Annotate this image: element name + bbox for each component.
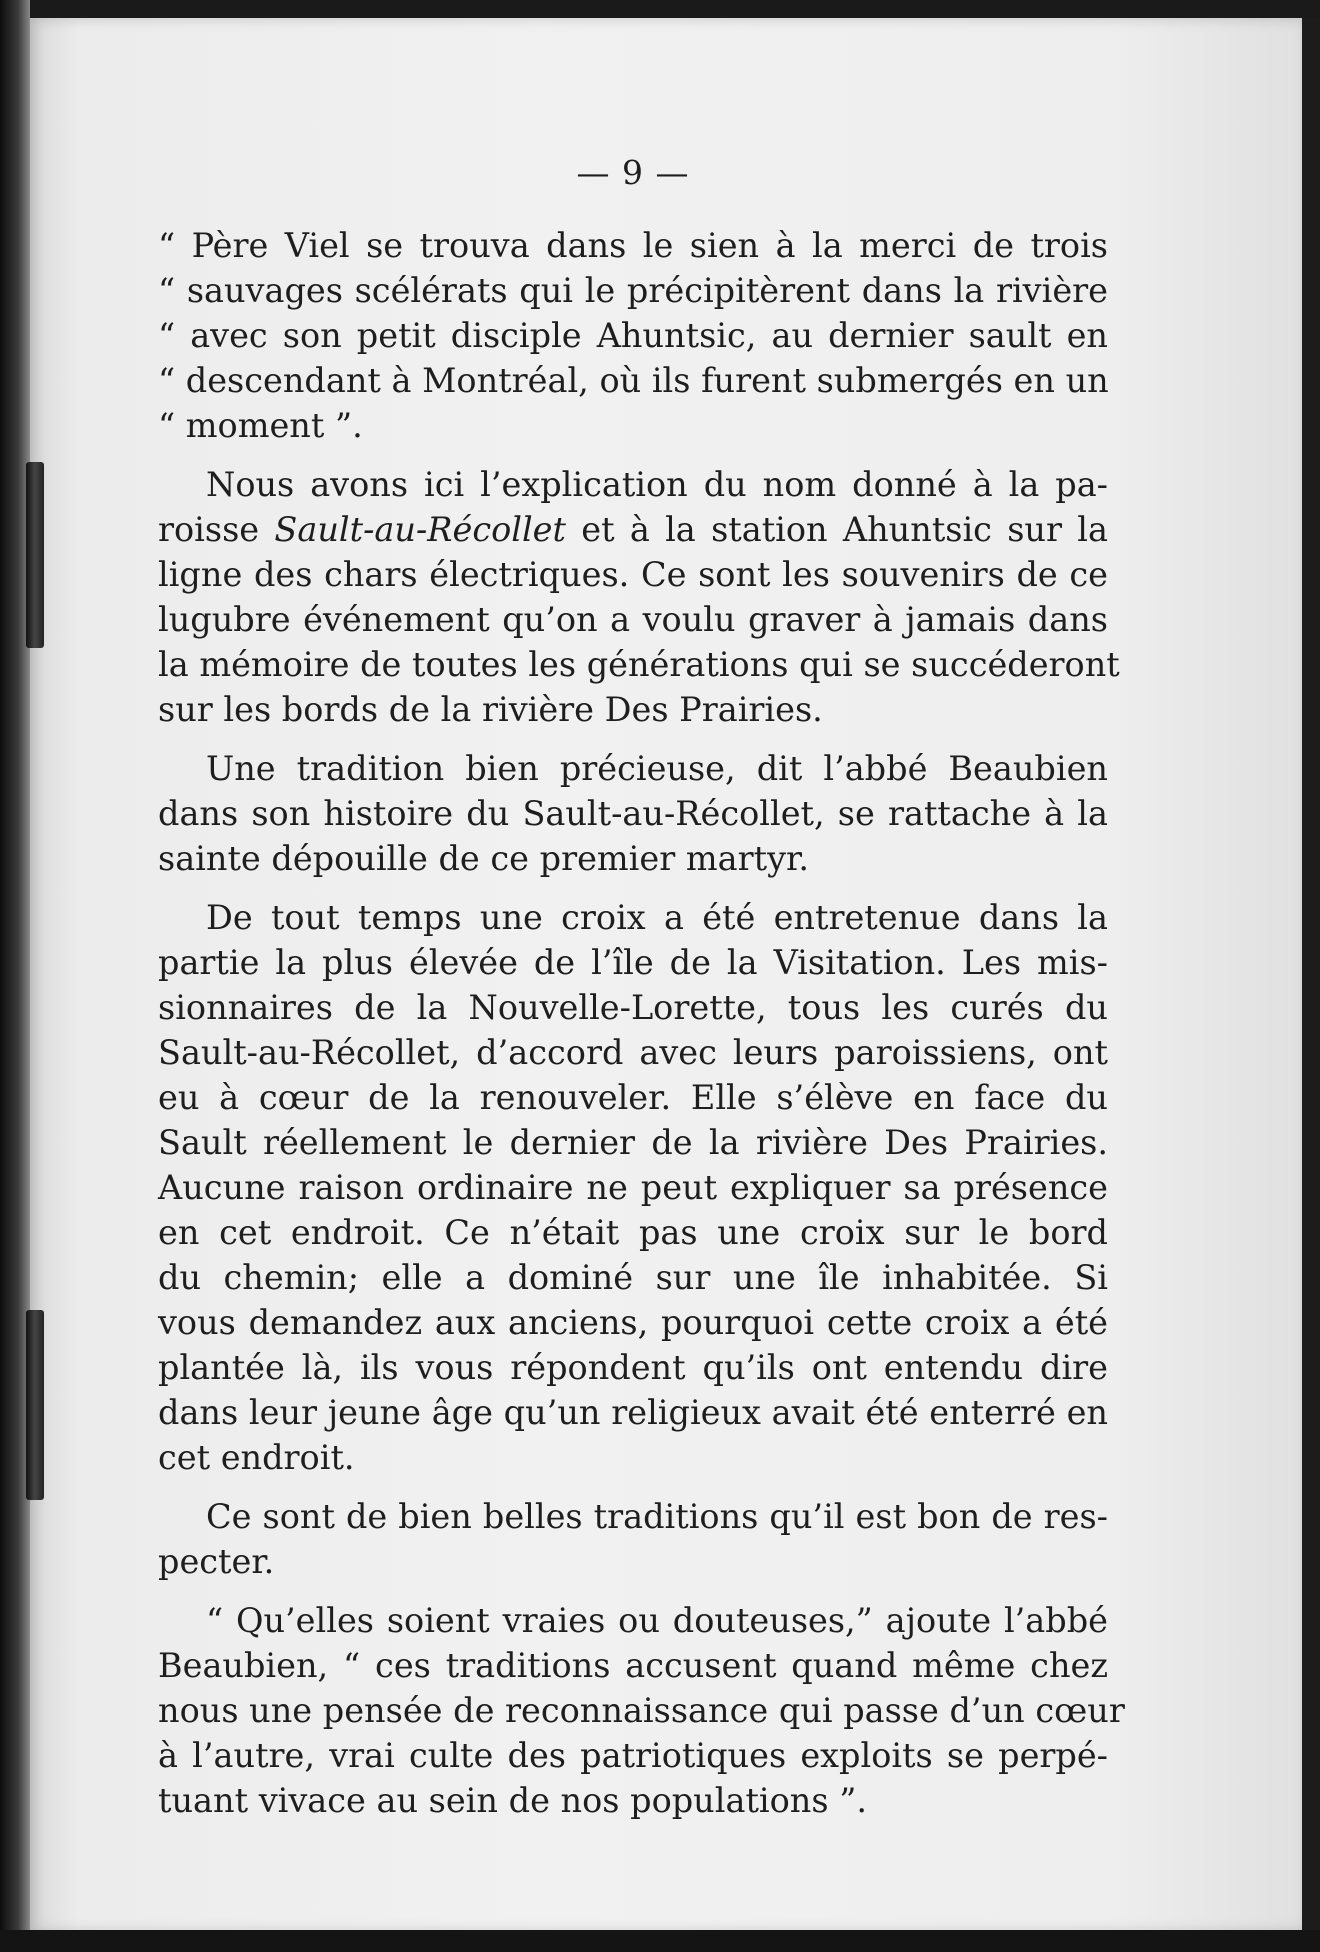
text-line: lugubre événement qu’on a voulu graver à jamais dans bbox=[158, 600, 1108, 639]
staple-bottom bbox=[26, 1310, 44, 1500]
staple-top bbox=[26, 462, 44, 648]
text-line: tuant vivace au sein de nos populations ”. bbox=[158, 1781, 867, 1820]
text-line: du chemin; elle a dominé sur une île inhabitée. Si bbox=[158, 1258, 1108, 1297]
italic-place-name: Sault-au-Récollet bbox=[274, 510, 566, 549]
text-line: dans leur jeune âge qu’un religieux avait été enterré en bbox=[158, 1393, 1108, 1432]
scan-top-edge bbox=[0, 0, 1320, 18]
text-line: “ descendant à Montréal, où ils furent submergés en un bbox=[158, 361, 1109, 400]
paragraph bbox=[158, 462, 1120, 732]
text-line: Sault réellement le dernier de la rivière Des Prairies. bbox=[158, 1123, 1108, 1162]
paragraph bbox=[158, 746, 1108, 881]
text-line: Une tradition bien précieuse, dit l’abbé Beaubien bbox=[206, 749, 1108, 788]
text-line: ligne des chars électriques. Ce sont les souvenirs de ce bbox=[158, 555, 1108, 594]
text-line: la mémoire de toutes les générations qui se succéderont bbox=[158, 645, 1120, 684]
text-fragment: roisse bbox=[158, 510, 275, 549]
text-fragment: et à la station Ahuntsic sur la bbox=[565, 510, 1108, 549]
text-line: “ Qu’elles soient vraies ou douteuses,” ajoute l’abbé bbox=[206, 1601, 1108, 1640]
page-number: — 9 — bbox=[576, 153, 690, 192]
binding-edge bbox=[0, 0, 30, 1952]
text-line: nous une pensée de reconnaissance qui passe d’un cœur bbox=[158, 1691, 1125, 1730]
text-line: “ avec son petit disciple Ahuntsic, au dernier sault en bbox=[158, 316, 1108, 355]
text-line: à l’autre, vrai culte des patriotiques exploits se perpé- bbox=[158, 1736, 1108, 1775]
text-line: Ce sont de bien belles traditions qu’il est bon de res- bbox=[206, 1497, 1108, 1536]
text-line: “ moment ”. bbox=[158, 406, 363, 445]
text-line: sainte dépouille de ce premier martyr. bbox=[158, 839, 809, 878]
text-line: Sault-au-Récollet, d’accord avec leurs paroissiens, ont bbox=[158, 1033, 1108, 1072]
text-line: Nous avons ici l’explication du nom donné à la pa- bbox=[206, 465, 1108, 504]
text-line: partie la plus élevée de l’île de la Visitation. Les mis- bbox=[158, 943, 1108, 982]
paragraph bbox=[158, 895, 1108, 1480]
text-line: sionnaires de la Nouvelle-Lorette, tous les curés du bbox=[158, 988, 1108, 1027]
text-line: en cet endroit. Ce n’était pas une croix sur le bord bbox=[158, 1213, 1108, 1252]
page-text bbox=[158, 150, 1125, 1823]
text-line: sur les bords de la rivière Des Prairies. bbox=[158, 690, 823, 729]
text-line: Aucune raison ordinaire ne peut expliquer sa présence bbox=[158, 1168, 1108, 1207]
text-line-with-italic bbox=[158, 507, 1108, 552]
text-line: De tout temps une croix a été entretenue dans la bbox=[206, 898, 1108, 937]
text-line: cet endroit. bbox=[158, 1438, 355, 1477]
quote-paragraph bbox=[158, 223, 1108, 448]
text-line: eu à cœur de la renouveler. Elle s’élève en face du bbox=[158, 1078, 1108, 1117]
text-line: dans son histoire du Sault-au-Récollet, se rattache à la bbox=[158, 794, 1108, 833]
scan-bottom-edge bbox=[0, 1930, 1320, 1952]
text-line: Beaubien, “ ces traditions accusent quand même chez bbox=[158, 1646, 1108, 1685]
text-line: “ sauvages scélérats qui le précipitèrent dans la rivière bbox=[158, 271, 1108, 310]
paragraph bbox=[158, 1494, 1108, 1584]
text-line: vous demandez aux anciens, pourquoi cette croix a été bbox=[158, 1303, 1108, 1342]
text-line: pecter. bbox=[158, 1542, 275, 1581]
paragraph bbox=[158, 1598, 1125, 1823]
text-line: “ Père Viel se trouva dans le sien à la merci de trois bbox=[158, 226, 1108, 265]
text-line: plantée là, ils vous répondent qu’ils ont entendu dire bbox=[158, 1348, 1108, 1387]
